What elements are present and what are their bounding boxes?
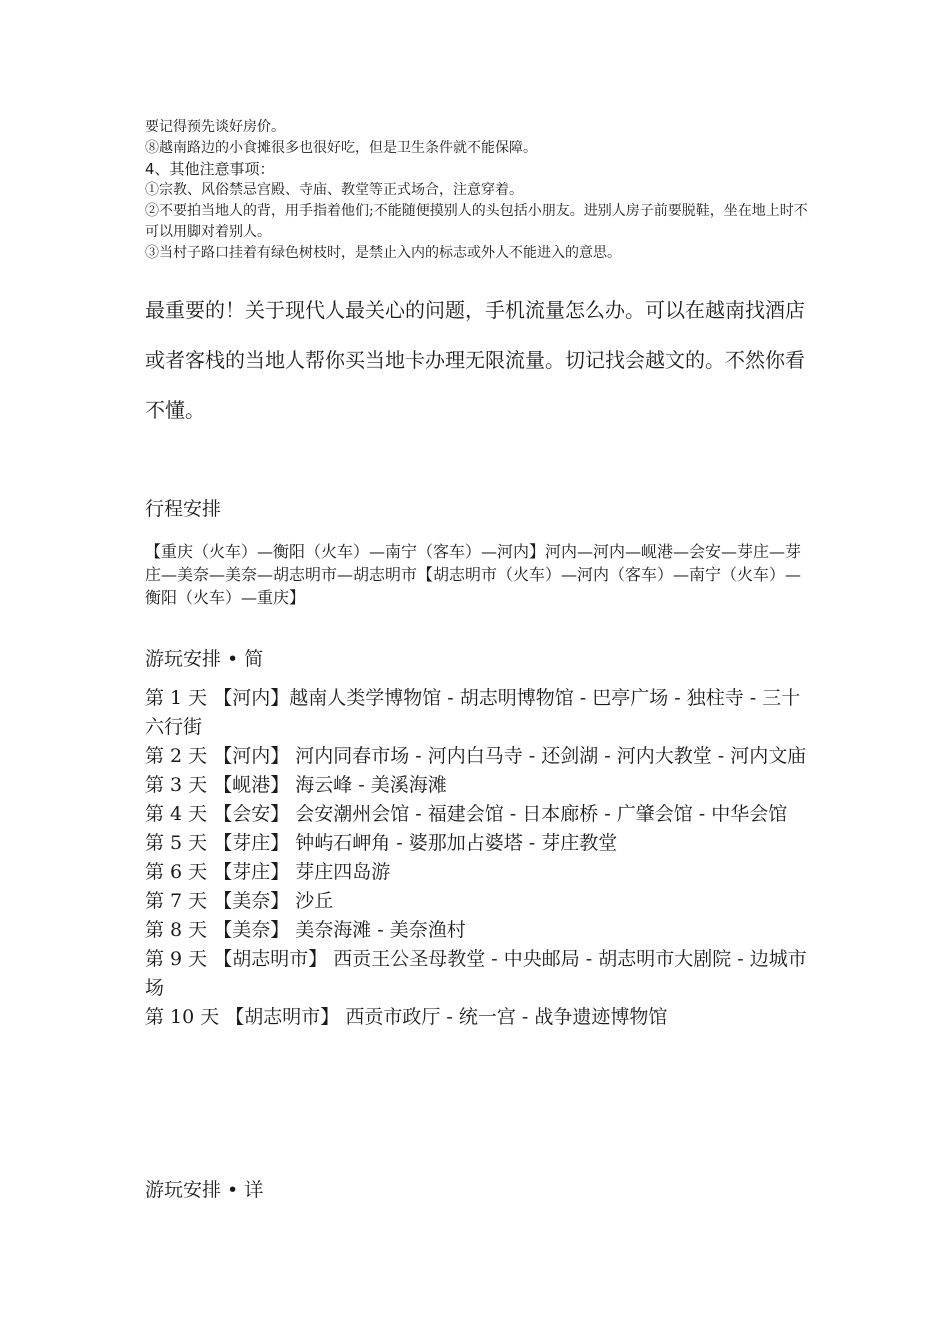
brief-section	[145, 646, 810, 1032]
itinerary-section	[145, 496, 810, 609]
day-item: 第 7 天 【美奈】 沙丘	[145, 890, 334, 912]
day-item: 第 3 天 【岘港】 海云峰 - 美溪海滩	[145, 774, 447, 796]
day-item: 第 9 天 【胡志明市】 西贡王公圣母教堂 - 中央邮局 - 胡志明市大剧院 - 边城市场	[145, 948, 807, 999]
day-list	[145, 684, 810, 1032]
detail-title: 游玩安排 • 详	[145, 1179, 264, 1201]
day-item: 第 4 天 【会安】 会安潮州会馆 - 福建会馆 - 日本廊桥 - 广肇会馆 - 中华会馆	[145, 803, 788, 825]
itinerary-title: 行程安排	[145, 498, 222, 520]
note-item: ②不要拍当地人的背，用手指着他们;不能随便摸别人的头包括小朋友。进别人房子前要脱鞋，坐在地上时不可以用脚对着别人。	[145, 203, 808, 240]
day-item: 第 2 天 【河内】 河内同春市场 - 河内白马寺 - 还剑湖 - 河内大教堂 - 河内文庙	[145, 745, 807, 767]
notes-heading: 4、其他注意事项：	[145, 160, 275, 178]
day-item: 第 10 天 【胡志明市】 西贡市政厅 - 统一宫 - 战争遗迹博物馆	[145, 1006, 668, 1028]
note-item: ①宗教、风俗禁忌宫殿、寺庙、教堂等正式场合，注意穿着。	[145, 182, 523, 198]
note-line: 要记得预先谈好房价。	[145, 119, 285, 135]
itinerary-route: 【重庆（火车）—衡阳（火车）—南宁（客车）—河内】河内—河内—岘港—会安—芽庄—芽庄—美奈—美奈—胡志明市—胡志明市【胡志明市（火车）—河内（客车）—南宁（火车）—衡阳（火车）—重庆】	[145, 542, 802, 607]
note-line: ⑧越南路边的小食摊很多也很好吃，但是卫生条件就不能保障。	[145, 140, 537, 156]
notes-section	[145, 117, 810, 264]
day-item: 第 6 天 【芽庄】 芽庄四岛游	[145, 861, 391, 883]
brief-title: 游玩安排 • 简	[145, 648, 264, 670]
day-item: 第 5 天 【芽庄】 钟屿石岬角 - 婆那加占婆塔 - 芽庄教堂	[145, 832, 618, 854]
day-item: 第 1 天 【河内】越南人类学博物馆 - 胡志明博物馆 - 巴亭广场 - 独柱寺 - 三十六行街	[145, 687, 801, 738]
note-item: ③当村子路口挂着有绿色树枝时，是禁止入内的标志或外人不能进入的意思。	[145, 245, 621, 261]
important-paragraph: 最重要的！关于现代人最关心的问题，手机流量怎么办。可以在越南找酒店或者客栈的当地人帮你买当地卡办理无限流量。切记找会越文的。不然你看不懂。	[145, 298, 805, 422]
day-item: 第 8 天 【美奈】 美奈海滩 - 美奈渔村	[145, 919, 466, 941]
